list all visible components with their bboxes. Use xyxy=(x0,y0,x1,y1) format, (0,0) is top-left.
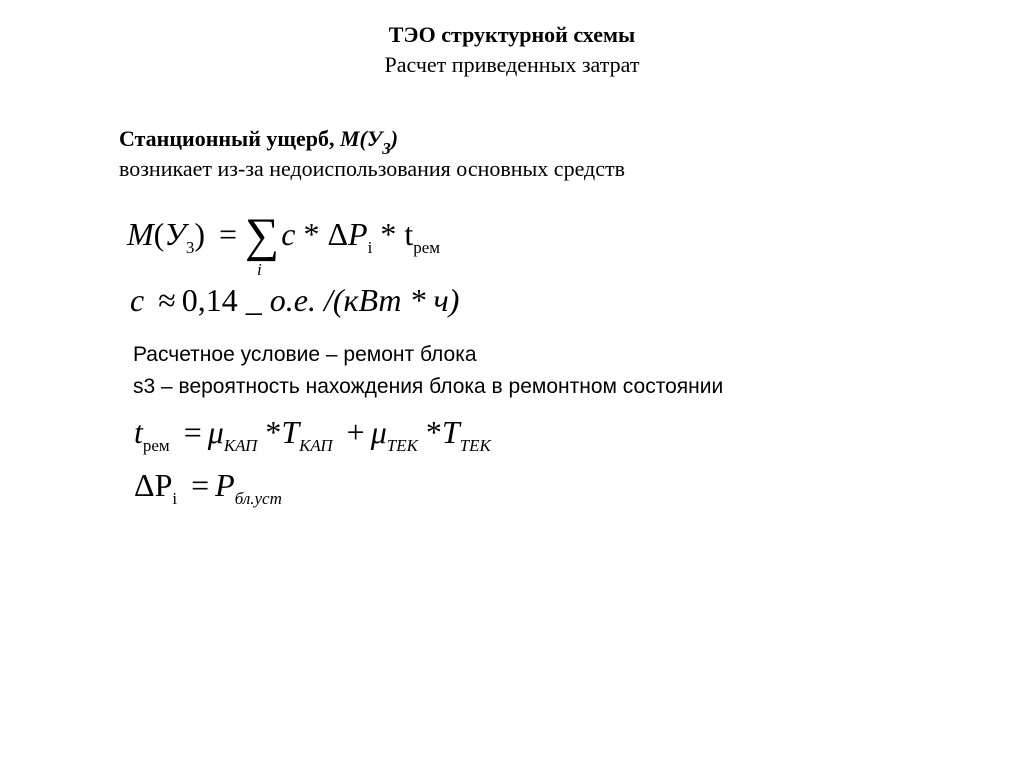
formula-repair-time xyxy=(134,414,491,456)
calculation-condition: Расчетное условие – ремонт блока xyxy=(133,343,477,366)
s3-definition: s3 – вероятность нахождения блока в ремонтном состоянии xyxy=(133,375,724,398)
f1-P-subscript: i xyxy=(367,238,373,257)
f3-T2-subscript: ТЕК xyxy=(459,436,491,455)
formula-damage xyxy=(127,208,441,279)
section-description: возникает из-за недоиспользования основных средств xyxy=(119,156,626,181)
f1-mult-1: * xyxy=(303,216,320,252)
slide-subtitle: Расчет приведенных затрат xyxy=(384,52,640,77)
f3-mu1-subscript: КАП xyxy=(223,436,258,455)
f1-open-paren: ( xyxy=(153,216,165,252)
f2-c: c xyxy=(130,282,145,318)
f1-c: c xyxy=(281,216,296,252)
section-heading-label: Станционный ущерб, xyxy=(119,126,340,151)
f3-T1: T xyxy=(281,414,300,450)
f3-t: t xyxy=(134,414,143,450)
f2-approx: ≈ xyxy=(158,282,176,318)
f3-mult-1: * xyxy=(265,414,282,450)
f4-P: P xyxy=(154,467,173,503)
f3-mu2: μ xyxy=(370,414,387,450)
f2-unit: о.е. /(кВт * ч) xyxy=(269,282,460,318)
f3-equals: = xyxy=(183,414,202,450)
f4-rhs-subscript: бл.уст xyxy=(234,489,282,508)
section-heading-close: ) xyxy=(390,126,399,151)
f1-equals: = xyxy=(219,216,238,252)
section-heading xyxy=(119,126,398,159)
formula-cost-coefficient xyxy=(130,282,459,319)
f2-separator: _ xyxy=(245,282,262,318)
f3-plus: + xyxy=(346,414,365,450)
f1-t: t xyxy=(404,216,414,252)
f4-P-subscript: i xyxy=(172,489,178,508)
f3-mu2-subscript: ТЕК xyxy=(386,436,418,455)
section-heading-symbol: M(У xyxy=(339,126,383,151)
f3-t-subscript: рем xyxy=(142,436,170,455)
slide-title: ТЭО структурной схемы xyxy=(388,22,636,47)
f1-close-paren: ) xyxy=(194,216,205,252)
formula-power-deficit xyxy=(134,467,282,509)
f1-U: У xyxy=(164,216,186,252)
f4-rhs-P: P xyxy=(215,467,235,503)
f1-U-subscript: 3 xyxy=(185,238,195,257)
sum-symbol: ∑ i xyxy=(245,209,280,279)
f3-T1-subscript: КАП xyxy=(299,436,333,455)
f1-M: M xyxy=(127,216,154,252)
section-heading-subscript: 3 xyxy=(382,139,391,158)
f3-T2: T xyxy=(441,414,460,450)
f1-P: P xyxy=(348,216,368,252)
f3-mu1: μ xyxy=(207,414,224,450)
f4-equals: = xyxy=(191,467,210,503)
sum-index: i xyxy=(257,260,262,279)
f4-delta: Δ xyxy=(134,467,155,503)
f2-value: 0,14 xyxy=(181,282,238,318)
f1-delta: Δ xyxy=(327,216,349,252)
f3-mult-2: * xyxy=(425,414,442,450)
f1-t-subscript: рем xyxy=(413,238,441,257)
f1-mult-2: * xyxy=(380,216,397,252)
